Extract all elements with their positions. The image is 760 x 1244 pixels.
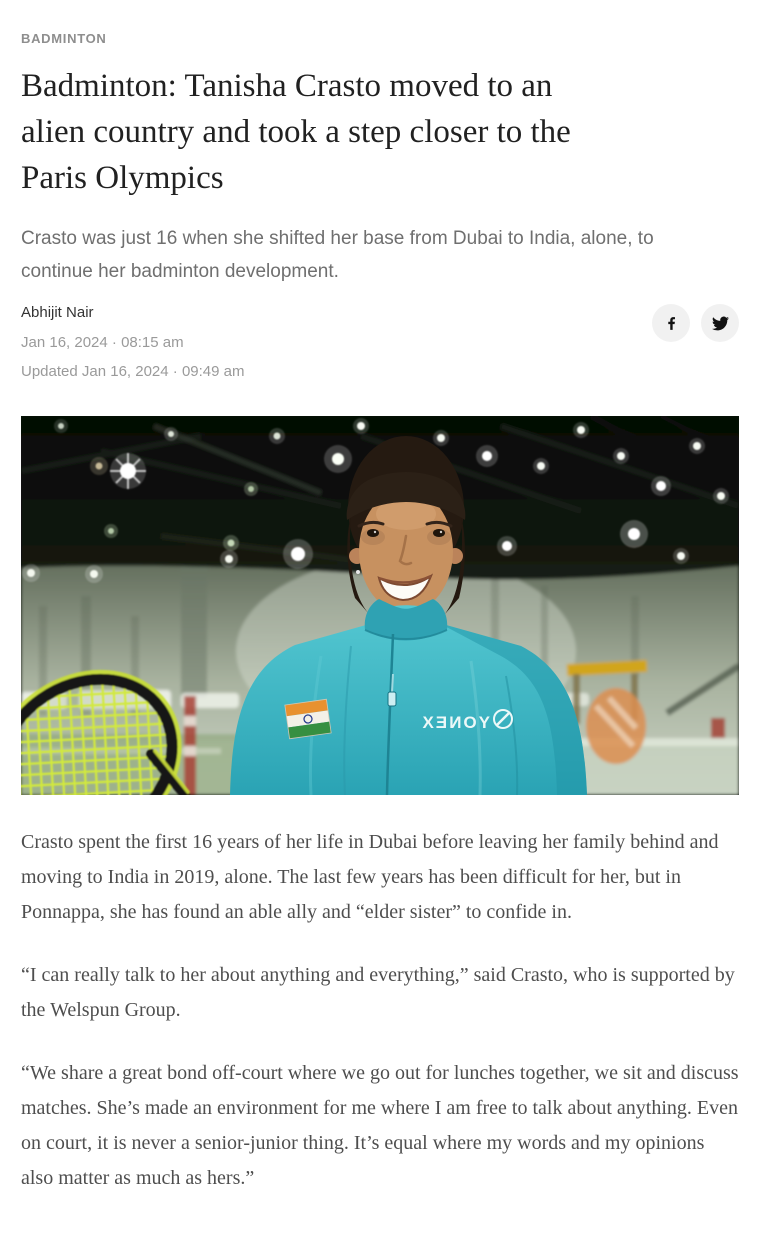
page-title: [21, 63, 739, 201]
india-flag-patch: [285, 699, 331, 739]
headline-line: Badminton: Tanisha Crasto moved to an: [21, 68, 553, 104]
share-buttons: [652, 304, 739, 342]
twitter-icon: [712, 315, 729, 332]
author-link[interactable]: Abhijit Nair: [21, 304, 94, 321]
hero-image: [21, 416, 739, 795]
headline-line: alien country and took a step closer to the: [21, 114, 571, 150]
article-paragraph: Crasto spent the first 16 years of her life in Dubai before leaving her family behind and moving to India in 2019, alone. The last few years has been difficult for her, but in Ponnappa, she has found an able ally and “elder sister” to confide in.: [21, 831, 719, 923]
hero-illustration: [21, 416, 739, 795]
published-timestamp: Jan 16, 2024 · 08:15 am: [21, 334, 184, 351]
standfirst-line: continue her badminton development.: [21, 261, 339, 282]
jersey-yonex-text: YONEX: [420, 713, 490, 732]
byline-block: [21, 304, 245, 380]
article-paragraph: “We share a great bond off-court where we go out for lunches together, we sit and discuss matches. She’s made an environment for me where I am free to talk about anything. Even on court, it is never a senior-junior thing. It’s equal where my words and my opinions also matter as much as hers.”: [21, 1062, 739, 1189]
standfirst-line: Crasto was just 16 when she shifted her base from Dubai to India, alone, to: [21, 228, 654, 249]
article-standfirst: [21, 222, 739, 288]
headline-line: Paris Olympics: [21, 160, 224, 196]
updated-timestamp: Updated Jan 16, 2024 · 09:49 am: [21, 363, 245, 380]
article-body: [21, 825, 739, 1196]
article-paragraph: “I can really talk to her about anything and everything,” said Crasto, who is supported by the Welspun Group.: [21, 964, 735, 1021]
facebook-icon: [663, 315, 680, 332]
facebook-share-button[interactable]: [652, 304, 690, 342]
twitter-share-button[interactable]: [701, 304, 739, 342]
byline-row: [21, 304, 739, 380]
section-kicker[interactable]: BADMINTON: [21, 31, 107, 46]
